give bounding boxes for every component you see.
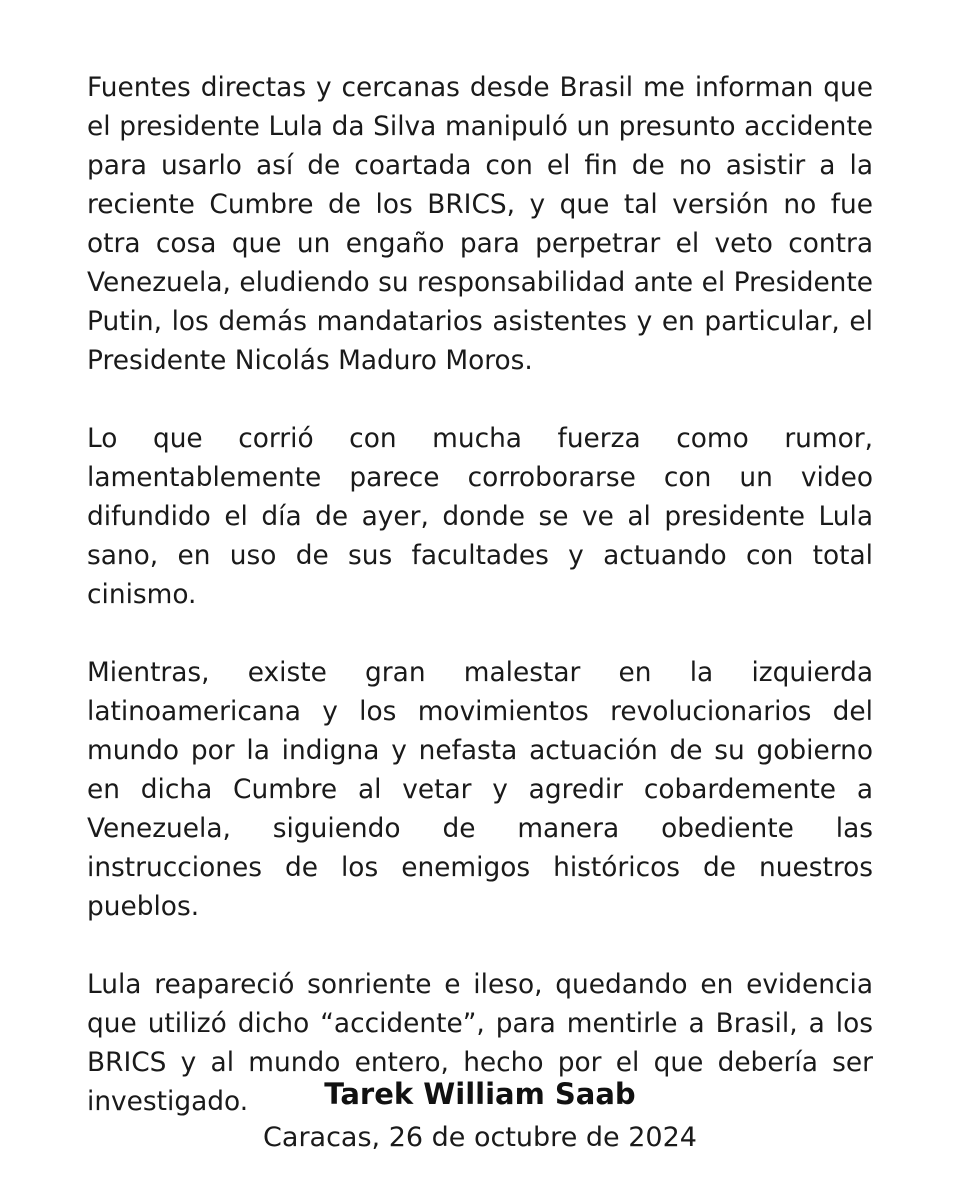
signature-name: Tarek William Saab — [324, 1077, 636, 1111]
paragraph-1: Fuentes directas y cercanas desde Brasil me informan que el presidente Lula da Silva manipuló un presunto accidente para usarlo así de coartada con el fin de no asistir a la reciente Cumbre de los BRICS, y que tal versión no fue otra cosa que un engaño para perpetrar el veto contra Venezuela, eludiendo su responsabilidad ante el Presidente Putin, los demás mandatarios asistentes y en particular, el Presidente Nicolás Maduro Moros. — [87, 72, 873, 376]
paragraph-2: Lo que corrió con mucha fuerza como rumor, lamentablemente parece corroborarse con un video difundido el día de ayer, donde se ve al presidente Lula sano, en uso de sus facultades y actuando con total cinismo. — [87, 423, 873, 610]
paragraph-3: Mientras, existe gran malestar en la izquierda latinoamericana y los movimientos revolucionarios del mundo por la indigna y nefasta actuación de su gobierno en dicha Cumbre al vetar y agredir cobardemente a Venezuela, siguiendo de manera obediente las instrucciones de los enemigos históricos de nuestros pueblos. — [87, 657, 873, 922]
paragraph-4: Lula reapareció sonriente e ileso, quedando en evidencia que utilizó dicho “accidente”, para mentirle a Brasil, a los BRICS y al mundo entero, hecho por el que debería ser investigado. — [87, 969, 873, 1117]
place-date: Caracas, 26 de octubre de 2024 — [263, 1122, 697, 1153]
statement-body — [87, 68, 873, 1160]
